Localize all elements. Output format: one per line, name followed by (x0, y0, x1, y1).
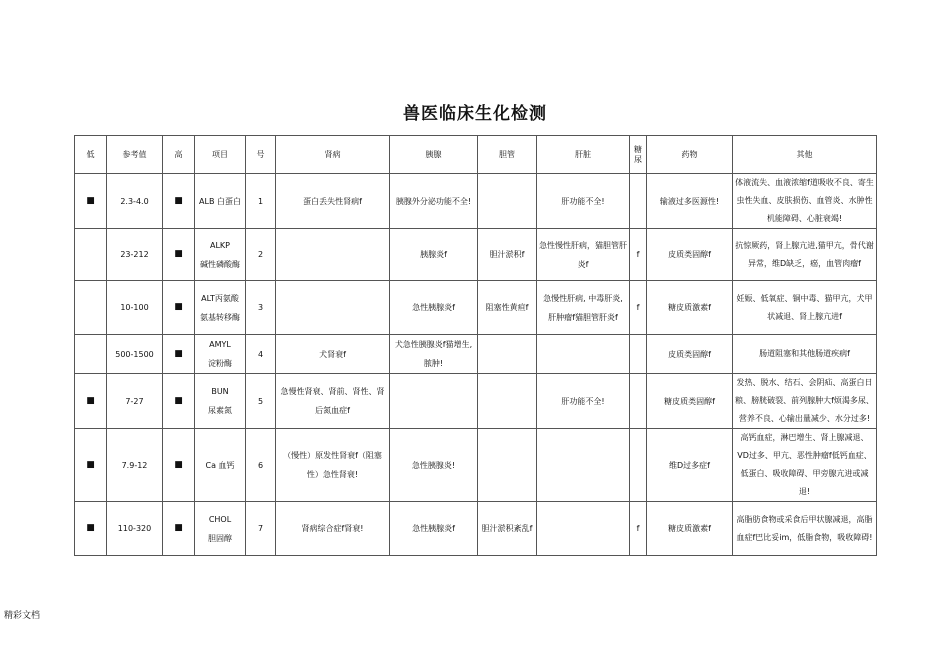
cell-diabetes: f (630, 281, 647, 335)
header-high: 高 (163, 136, 195, 174)
cell-kidney: （慢性）原发性肾衰f（阻塞性）急性肾衰! (276, 429, 390, 502)
cell-ref: 10-100 (107, 281, 163, 335)
item-name: 氨基转移酶 (200, 312, 240, 322)
cell-diabetes (630, 335, 647, 374)
item-name: 尿素氮 (208, 406, 232, 415)
page-title: 兽医临床生化检测 (403, 104, 547, 124)
cell-drug: 皮质类固醇f (647, 335, 733, 374)
cell-no: 1 (246, 174, 276, 229)
cell-bile (478, 374, 537, 429)
cell-kidney (276, 281, 390, 335)
header-no: 号 (246, 136, 276, 174)
table-row (75, 502, 877, 556)
cell-low: ■ (75, 502, 107, 556)
item-abbr: CHOL (208, 514, 232, 524)
cell-other: 高脂肪食物或采食后甲状腺减退，高脂血症f巴比妥im，低脂食物，吸收障碍! (733, 502, 877, 556)
header-item: 项目 (195, 136, 246, 174)
cell-low: ■ (75, 429, 107, 502)
item-name: 碱性磷酸酶 (200, 259, 240, 269)
header-pancreas: 胰腺 (390, 136, 478, 174)
cell-kidney: 蛋白丢失性肾病f (276, 174, 390, 229)
table-row (75, 281, 877, 335)
cell-bile: 阻塞性黄疸f (478, 281, 537, 335)
cell-item (195, 429, 246, 502)
item-name: 胆固醇 (208, 533, 232, 543)
header-other: 其他 (733, 136, 877, 174)
cell-no: 7 (246, 502, 276, 556)
cell-high: ■ (163, 281, 195, 335)
cell-low: ■ (75, 374, 107, 429)
footer-note: 精彩文档 (4, 611, 41, 621)
cell-high: ■ (163, 229, 195, 281)
cell-drug: 糖皮质激素f (647, 281, 733, 335)
header-ref: 参考值 (107, 136, 163, 174)
cell-other: 肠道阻塞和其他肠道疾病f (733, 335, 877, 374)
item-name: 淀粉酶 (208, 359, 232, 368)
cell-kidney (276, 229, 390, 281)
cell-high: ■ (163, 502, 195, 556)
cell-pancreas: 急性胰腺炎f (390, 502, 478, 556)
cell-diabetes: f (630, 502, 647, 556)
cell-ref: 2.3-4.0 (107, 174, 163, 229)
cell-ref: 7-27 (107, 374, 163, 429)
cell-no: 3 (246, 281, 276, 335)
cell-no: 4 (246, 335, 276, 374)
cell-drug: 输液过多医源性! (647, 174, 733, 229)
cell-liver: 肝功能不全! (537, 374, 630, 429)
item-abbr: AMYL (209, 340, 231, 349)
cell-diabetes (630, 374, 647, 429)
cell-bile (478, 174, 537, 229)
cell-other: 发热、脱水、结石、会阴疝、高蛋白日粮、膀胱破裂、前列腺肿大f烦渴多尿、营养不良、心输出量减少、水分过多! (733, 374, 877, 429)
cell-ref: 7.9-12 (107, 429, 163, 502)
item-name: ALB 白蛋白 (199, 196, 241, 206)
biochem-table (74, 135, 877, 556)
cell-low (75, 281, 107, 335)
cell-drug: 皮质类固醇f (647, 229, 733, 281)
cell-drug: 维D过多症f (647, 429, 733, 502)
cell-diabetes: f (630, 229, 647, 281)
cell-drug: 糖皮质类固醇f (647, 374, 733, 429)
table-row (75, 374, 877, 429)
cell-no: 6 (246, 429, 276, 502)
cell-low (75, 335, 107, 374)
cell-diabetes (630, 174, 647, 229)
header-kidney: 肾病 (276, 136, 390, 174)
cell-no: 5 (246, 374, 276, 429)
cell-pancreas: 急性胰腺炎f (390, 281, 478, 335)
cell-bile (478, 429, 537, 502)
cell-liver (537, 335, 630, 374)
header-drug: 药物 (647, 136, 733, 174)
cell-low: ■ (75, 174, 107, 229)
item-abbr: ALT丙氨酸 (201, 293, 239, 303)
cell-other: 妊娠、低氧症、铜中毒、猫甲亢，犬甲状减退、肾上腺亢进f (733, 281, 877, 335)
cell-pancreas (390, 374, 478, 429)
header-bile: 胆管 (478, 136, 537, 174)
cell-liver: 肝功能不全! (537, 174, 630, 229)
cell-bile: 胆汁淤积紊乱f (478, 502, 537, 556)
cell-ref: 500-1500 (107, 335, 163, 374)
cell-ref: 110-320 (107, 502, 163, 556)
cell-pancreas: 胰腺炎f (390, 229, 478, 281)
cell-bile: 胆汁淤积f (478, 229, 537, 281)
cell-high: ■ (163, 429, 195, 502)
cell-liver: 急性慢性肝病，猫胆管肝炎f (537, 229, 630, 281)
cell-other: 高钙血症，淋巴增生、肾上腺减退、VD过多、甲亢、恶性肿瘤f低钙血症、低蛋白、吸收障碍、甲旁腺亢进或减退! (733, 429, 877, 502)
cell-other: 体液流失、血液浓缩f道吸收不良、寄生虫性失血、皮肤损伤、血管炎、水肿性机能障碍、心脏衰竭! (733, 174, 877, 229)
cell-item (195, 335, 246, 374)
cell-ref: 23-212 (107, 229, 163, 281)
header-liver: 肝脏 (537, 136, 630, 174)
item-abbr: BUN (211, 387, 229, 396)
item-abbr: ALKP (210, 240, 230, 250)
cell-low (75, 229, 107, 281)
table-row (75, 429, 877, 502)
cell-liver: 急慢性肝病, 中毒肝炎, 肝肿瘤f猫胆管肝炎f (537, 281, 630, 335)
cell-item (195, 374, 246, 429)
header-low: 低 (75, 136, 107, 174)
cell-liver (537, 429, 630, 502)
cell-high: ■ (163, 335, 195, 374)
cell-pancreas: 犬急性胰腺炎f猫增生, 脓肿! (390, 335, 478, 374)
cell-high: ■ (163, 374, 195, 429)
header-diabetes: 糖尿 (630, 136, 647, 174)
cell-no: 2 (246, 229, 276, 281)
table-row (75, 335, 877, 374)
cell-pancreas: 急性胰腺炎! (390, 429, 478, 502)
table-row (75, 174, 877, 229)
cell-kidney: 急慢性肾衰、肾前、肾性、肾后氮血症f (276, 374, 390, 429)
cell-liver (537, 502, 630, 556)
cell-bile (478, 335, 537, 374)
cell-high: ■ (163, 174, 195, 229)
cell-item (195, 174, 246, 229)
cell-other: 抗惊厥药，肾上腺亢进,猫甲亢，骨代谢异常，维D缺乏，癌，血管肉瘤f (733, 229, 877, 281)
item-name: Ca 血钙 (205, 460, 235, 470)
cell-item (195, 281, 246, 335)
cell-pancreas: 胰腺外分泌功能不全! (390, 174, 478, 229)
table-row (75, 229, 877, 281)
cell-diabetes (630, 429, 647, 502)
cell-item (195, 229, 246, 281)
cell-kidney: 肾病综合症f肾衰! (276, 502, 390, 556)
cell-item (195, 502, 246, 556)
header-row (75, 136, 877, 174)
cell-kidney: 犬肾衰f (276, 335, 390, 374)
cell-drug: 糖皮质激素f (647, 502, 733, 556)
